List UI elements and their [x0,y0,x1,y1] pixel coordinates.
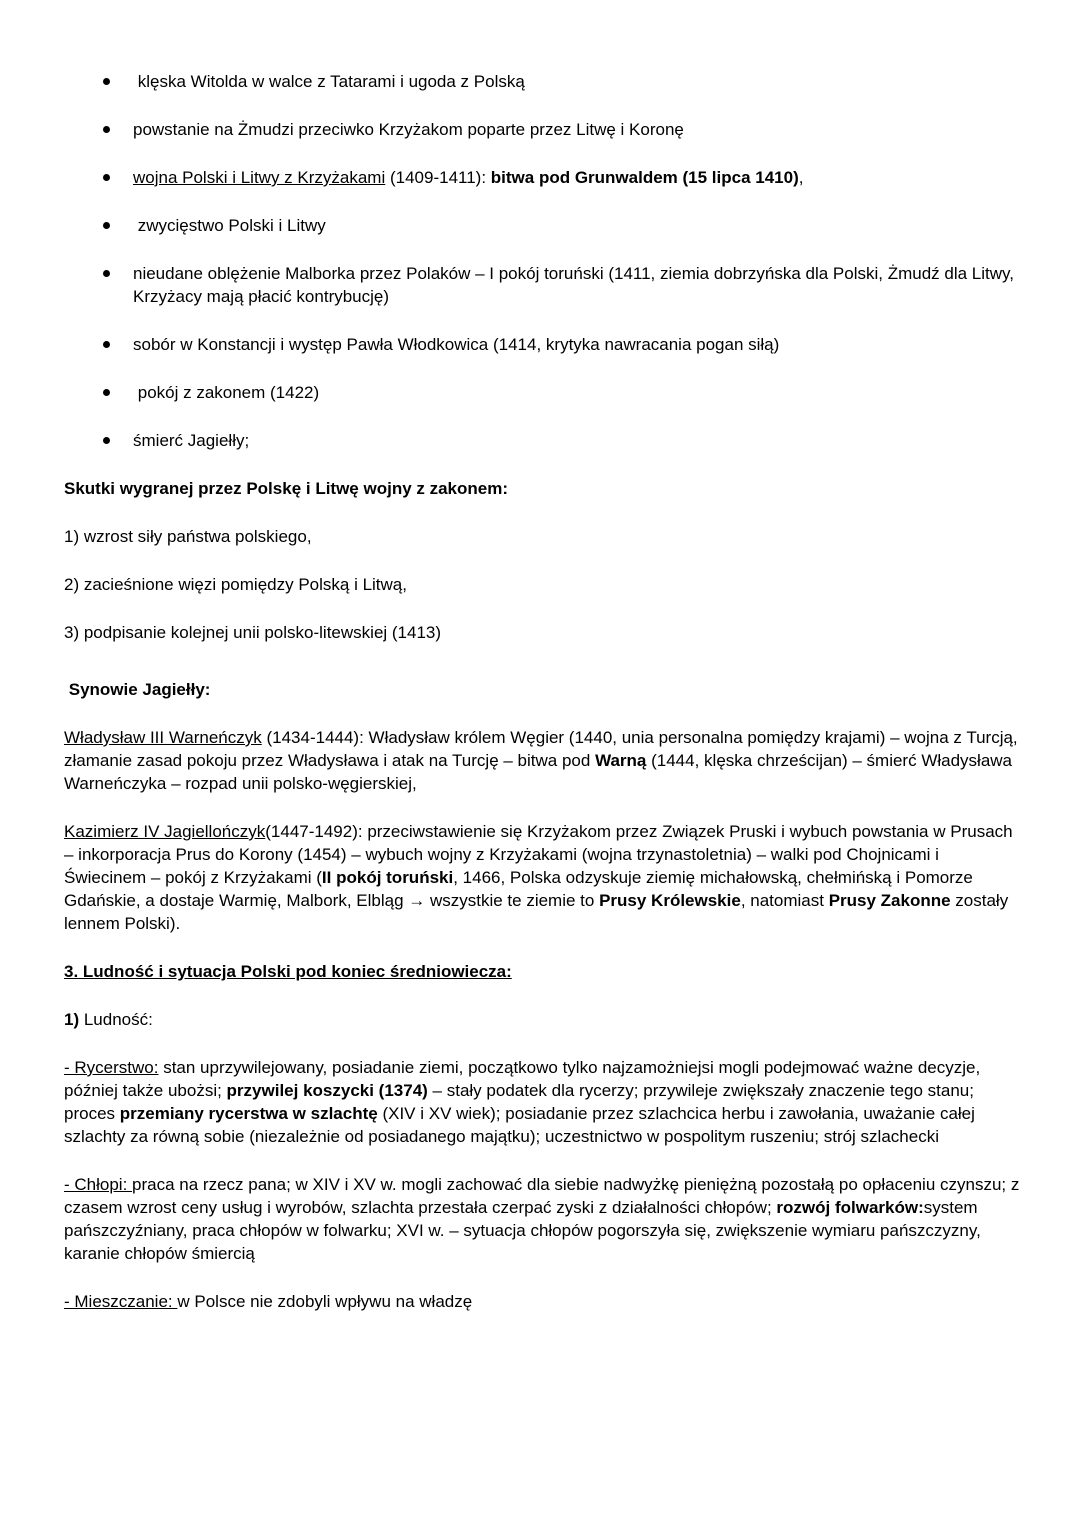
bullet-smierc-jagielly [64,429,1022,452]
text-run: powstanie na Żmudzi przeciwko Krzyżakom poparte przez Litwę i Koronę [133,120,684,139]
bullet-dot-icon [103,222,110,229]
text-run: 2) zacieśnione więzi pomiędzy Polską i Litwą, [64,575,407,594]
text-run: klęska Witolda w walce z Tatarami i ugoda z Polską [133,72,525,91]
text-run: Skutki wygranej przez Polskę i Litwę wojny z zakonem: [64,479,509,498]
paragraph-chlopi [64,1173,1025,1265]
text-run: 3) podpisanie kolejnej unii polsko-litewskiej (1413) [64,623,442,642]
bullet-dot-icon [103,437,110,444]
bullet-dot-icon [103,389,110,396]
text-run: pokój z zakonem (1422) [133,383,320,402]
heading-synowie-jagielly [64,678,1022,701]
text-run: śmierć Jagiełły; [133,431,250,450]
paragraph-kazimierz-jagiellonczyk [64,820,1022,935]
numbered-item-1 [64,525,1022,548]
subheading-ludnosc [64,1008,1022,1031]
text-run: nieudane oblężenie Malborka przez Polaków – I pokój toruński (1411, ziemia dobrzyńska dla Polski, Żmudź dla Litwy, Krzyżacy mają płacić kontrybucję) [133,264,1019,306]
text-run: 1) wzrost siły państwa polskiego, [64,527,312,546]
text-run: 1) Ludność: [64,1010,153,1029]
bullet-wojna-z-krzyzakami [64,166,1022,189]
bullet-dot-icon [103,78,110,85]
paragraph-rycerstwo [64,1056,1022,1148]
text-run: zwycięstwo Polski i Litwy [133,216,326,235]
bullet-zwyciestwo [64,214,1022,237]
text-run: Synowie Jagiełły: [64,680,211,699]
paragraph-wladyslaw-warnenczyk [64,726,1022,795]
numbered-item-2 [64,573,1022,596]
text-run: Kazimierz IV Jagiellończyk(1447-1492): przeciwstawienie się Krzyżakom przez Związek Pruski i wybuch powstania w Prusach – inkorporacja Prus do Korony (1454) – wybuch wojny z Krzyżakami (wojna trzynastoletnia) – walki pod Chojnicami i Świecinem – pokój z Krzyżakami (II pokój toruński, 1466, Polska odzyskuje ziemię michałowską, chełmińską i Pomorze Gdańskie, a dostaje Warmię, Malbork, Elbląg → wszystkie te ziemie to Prusy Królewskie, natomiast Prusy Zakonne zostały lennem Polski). [64,822,1018,933]
bullet-sobor-konstancja [64,333,1022,356]
heading-skutki-wygranej [64,477,1022,500]
text-run: - Chłopi: praca na rzecz pana; w XIV i XV w. mogli zachować dla siebie nadwyżkę pieniężną pozostałą po opłaceniu czynszu; z czasem wzrost ceny usług i wyrobów, szlachta przestała czerpać zyski z działalności chłopów; rozwój folwarków:system pańszczyźniany, praca chłopów w folwarku; XVI w. – sytuacja chłopów pogorszyła się, zwiększenie wymiaru pańszczyzny, karanie chłopów śmiercią [64,1175,1025,1263]
bullet-pokoj-z-zakonem [64,381,1022,404]
bullet-kleska-witolda [64,70,1022,93]
text-run: Władysław III Warneńczyk (1434-1444): Władysław królem Węgier (1440, unia personalna pomiędzy krajami) – wojna z Turcją, złamanie zasad pokoju przez Władysława i atak na Turcję – bitwa pod Warną (1444, klęska chrześcijan) – śmierć Władysława Warneńczyka – rozpad unii polsko-węgierskiej, [64,728,1023,793]
text-run: - Rycerstwo: stan uprzywilejowany, posiadanie ziemi, początkowo tylko najzamożniejsi mogli podejmować ważne decyzje, później także ubożsi; przywilej koszycki (1374) – stały podatek dla rycerzy; przywileje zwiększały znaczenie tego stanu; proces przemiany rycerstwa w szlachtę (XIV i XV wiek); posiadanie przez szlachcica herbu i zawołania, uważanie całej szlachty za równą sobie (niezależnie od posiadanego majątku); uczestnictwo w pospolitym ruszeniu; strój szlachecki [64,1058,985,1146]
heading-ludnosc-i-sytuacja [64,960,1022,983]
text-run: - Mieszczanie: w Polsce nie zdobyli wpływu na władzę [64,1292,473,1311]
text-run: sobór w Konstancji i występ Pawła Włodkowica (1414, krytyka nawracania pogan siłą) [133,335,780,354]
text-run: wojna Polski i Litwy z Krzyżakami (1409-1411): bitwa pod Grunwaldem (15 lipca 1410), [133,168,804,187]
bullet-dot-icon [103,341,110,348]
text-run: 3. Ludność i sytuacja Polski pod koniec średniowiecza: [64,962,512,981]
bullet-dot-icon [103,126,110,133]
bullet-powstanie-zmudz [64,118,1022,141]
numbered-item-3 [64,621,1022,644]
paragraph-mieszczanie [64,1290,1022,1313]
bullet-dot-icon [103,174,110,181]
bullet-dot-icon [103,270,110,277]
bullet-oblezenie-malborka [64,262,1022,308]
